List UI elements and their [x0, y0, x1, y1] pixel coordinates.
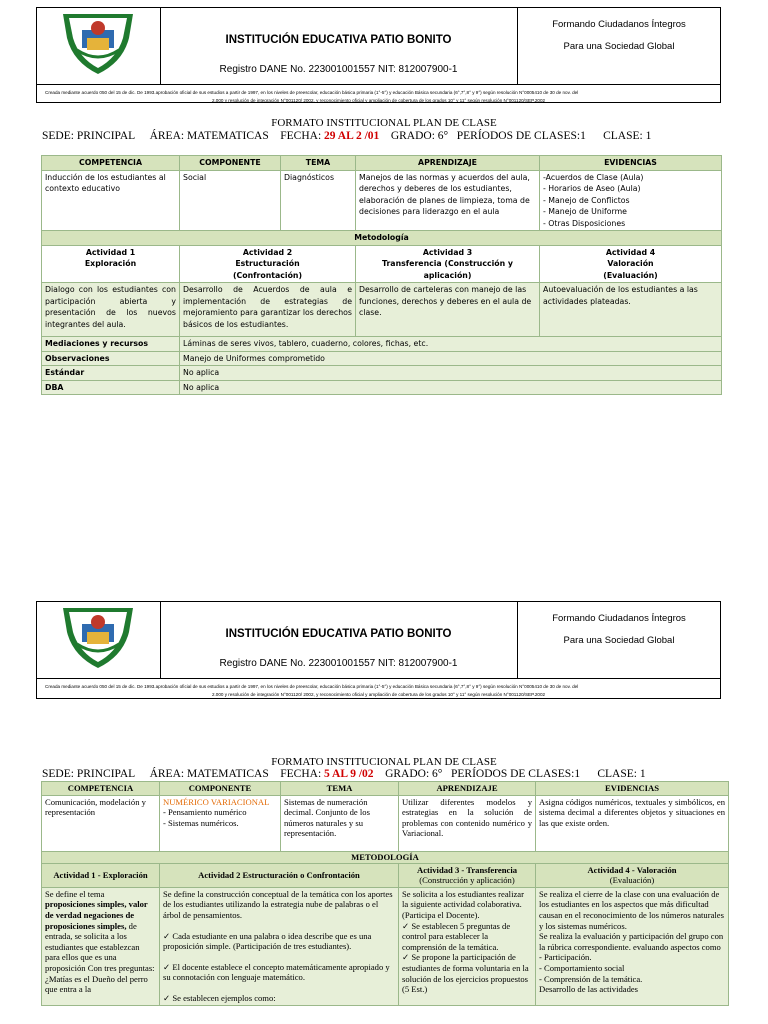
legal-notice [45, 89, 712, 105]
plan1-metodologia-row [42, 231, 722, 246]
plan2-act1-header [42, 863, 160, 887]
evidencia-item: - Manejo de Conflictos [543, 195, 630, 205]
plan1-content-row [42, 170, 722, 231]
act3-paragraph: ✓ Se establecen 5 preguntas de control para establecer la comprensión de la temática. [402, 920, 511, 952]
plan2-content-row [42, 795, 729, 851]
row-value: Láminas de seres vivos, tablero, cuaderno, colores, fichas, etc. [180, 337, 722, 352]
act2-paragraph: ✓ Cada estudiante en una palabra o idea describe que es una proposición simple. (Participación de tres estudiantes). [163, 930, 372, 952]
act4-item: - Comprensión de la temática. [539, 973, 643, 984]
evidencia-item: - Manejo de Uniforme [543, 207, 627, 216]
motto-line-1: Formando Ciudadanos Íntegros [552, 613, 686, 624]
school-crest-logo [37, 602, 160, 678]
row-label: Observaciones [42, 351, 180, 366]
logo-cell [37, 8, 161, 84]
act-subtitle: Exploración [84, 259, 137, 268]
act-title: Actividad 1 - Exploración [53, 869, 148, 880]
plan2-activity-headers [42, 863, 729, 887]
row-label: DBA [42, 380, 180, 395]
col-evidencias: EVIDENCIAS [540, 156, 722, 171]
row-label: Mediaciones y recursos [42, 337, 180, 352]
evidencia-item: - Otras Disposiciones [543, 218, 626, 228]
institution-header-2 [36, 601, 721, 699]
act3-paragraph: ✓ Se propone la participación de estudiantes de forma voluntaria en la solución de los ejercicios propuestos (5 Est.) [402, 952, 529, 995]
act4-paragraph: Se realiza el cierre de la clase con una evaluación de los estudiantes en los aspectos que más dificultad causan en el reconocimiento de los números naturales y los sistemas numéricos. [539, 888, 724, 931]
plan2-sede: SEDE: PRINCIPAL [42, 768, 136, 780]
col-aprendizaje: APRENDIZAJE [399, 782, 536, 796]
legal-notice [45, 683, 712, 699]
plan1-info-line [42, 130, 651, 142]
act-title: Actividad 3 [422, 247, 473, 257]
plan1-table [41, 155, 722, 395]
plan2-header-row [42, 782, 729, 796]
plan2-title: FORMATO INSTITUCIONAL PLAN DE CLASE [271, 756, 497, 768]
plan2-periodos: PERÍODOS DE CLASES:1 [451, 768, 581, 780]
plan1-title: FORMATO INSTITUCIONAL PLAN DE CLASE [271, 117, 497, 129]
institution-name-cell [160, 8, 518, 84]
act-title: Actividad 1 [85, 247, 136, 257]
act-subtitle: (Confrontación) [232, 270, 303, 280]
plan1-metodologia: Metodología [42, 231, 722, 246]
motto-cell [517, 602, 721, 678]
act4-item: - Participación. [539, 952, 592, 963]
plan1-dba-row [42, 380, 722, 395]
motto-line-2: Para una Sociedad Global [563, 635, 675, 646]
motto-line-1: Formando Ciudadanos Íntegros [552, 19, 686, 30]
legal-line-1: Creada mediante acuerdo 050 del 15 de dic. De 1993.aprobación oficial de sus estudios a partir de 1997, en los niveles de preescolar, educación básica primaria (1°-5°) y educación Básica secundaria (6°,7°,8° y 9°) según resolución N°0005410 de 30 de nov. del [45, 90, 579, 95]
plan2-act3 [399, 887, 536, 1005]
dane-registration: Registro DANE No. 223001001557 NIT: 812007900-1 [219, 64, 458, 75]
plan2-table [41, 781, 729, 1006]
act-subtitle: Estructuración [235, 259, 300, 268]
act-subtitle: (Evaluación) [603, 270, 658, 280]
plan1-observaciones-row [42, 351, 722, 366]
evidencia-item: - Horarios de Aseo (Aula) [543, 184, 641, 193]
plan2-act3-header [399, 863, 536, 887]
plan2-metodologia-row [42, 851, 729, 863]
plan1-act3: Desarrollo de carteleras con manejo de las funciones, derechos y deberes en el aula de clase. [356, 283, 540, 337]
institution-name-cell [160, 602, 518, 678]
plan2-activity-content [42, 887, 729, 1005]
plan2-act2-header [160, 863, 399, 887]
header-top-row [37, 8, 720, 85]
plan1-tema: Diagnósticos [281, 170, 356, 231]
plan2-evidencias: Asigna códigos numéricos, textuales y simbólicos, en sistema decimal a diferentes objetos y situaciones en las que existe orden. [536, 795, 729, 851]
plan1-act1: Dialogo con los estudiantes con participación abierta y presentación de los nuevos integrantes del aula. [42, 283, 180, 337]
legal-line-2: 2.000 y resolución de integración N°001120/ 2002, y reconocimiento oficial y ampliación de cobertura de los grados 10° y 11° según resolución N°001120/SEP.2002 [211, 98, 546, 103]
plan1-act4-header [540, 245, 722, 283]
plan1-act3-header [356, 245, 540, 283]
logo-cell [37, 602, 161, 678]
legal-line-1: Creada mediante acuerdo 050 del 15 de dic. De 1993.aprobación oficial de sus estudios a partir de 1997, en los niveles de preescolar, educación básica primaria (1°-5°) y educación Básica secundaria (6°,7°,8° y 9°) según resolución N°0005410 de 30 de nov. del [45, 684, 579, 689]
act4-item: - Comportamiento social [539, 962, 625, 973]
plan1-act1-header [42, 245, 180, 283]
plan1-clase: CLASE: 1 [603, 130, 652, 142]
plan1-sede: SEDE: PRINCIPAL [42, 130, 136, 142]
plan2-act2 [160, 887, 399, 1005]
plan1-fecha-value: 29 AL 2 /01 [324, 130, 380, 142]
dane-registration: Registro DANE No. 223001001557 NIT: 812007900-1 [219, 658, 458, 669]
act3-paragraph: Se solicita a los estudiantes realizar la siguiente actividad colaborativa. (Participa el Docente). [402, 888, 524, 920]
act4-paragraph: Se realiza la evaluación y participación del grupo con la rúbrica correspondiente. evaluando aspectos como [539, 931, 724, 952]
col-componente: COMPONENTE [160, 782, 281, 796]
act2-paragraph: Se define la construcción conceptual de la temática con los aportes de los estudiantes utilizando la estrategia nube de palabras o el árbol de pensamientos. [163, 888, 393, 920]
plan1-activity-headers [42, 245, 722, 283]
header-top-row [37, 602, 720, 679]
col-tema: TEMA [281, 156, 356, 171]
plan2-competencia: Comunicación, modelación y representación [42, 795, 160, 851]
plan1-fecha-label: FECHA: [280, 130, 322, 142]
componente-item: - Pensamiento numérico [163, 807, 247, 818]
plan1-act2: Desarrollo de Acuerdos de aula e implementación de estrategias de mejoramiento para garantizar los derechos básicos de los estudiantes. [180, 283, 356, 337]
plan2-fecha-label: FECHA: [280, 768, 322, 780]
act2-paragraph: ✓ Se establecen ejemplos como: [163, 992, 276, 1003]
col-competencia: COMPETENCIA [42, 782, 160, 796]
motto-line-2: Para una Sociedad Global [563, 41, 675, 52]
plan1-act4: Autoevaluación de los estudiantes a las actividades plateadas. [540, 283, 722, 337]
plan2-info-line [42, 768, 646, 780]
plan2-metodologia: METODOLOGÍA [42, 851, 729, 863]
row-value: Manejo de Uniformes comprometido [180, 351, 722, 366]
plan2-tema: Sistemas de numeración decimal. Conjunto de los números naturales y su representación. [281, 795, 399, 851]
institution-header-1 [36, 7, 721, 103]
plan2-area: ÁREA: MATEMATICAS [149, 768, 269, 780]
plan2-clase: CLASE: 1 [597, 768, 646, 780]
school-crest-logo [37, 8, 160, 84]
act1-rest: de entrada, se solicita a los estudiantes que establezcan para ellos que es una proposición Con tres preguntas: ¿Matías es el Dueño del perro que entra a la [45, 920, 155, 995]
plan1-periodos: PERÍODOS DE CLASES:1 [456, 130, 586, 142]
plan1-aprendizaje: Manejos de las normas y acuerdos del aula, derechos y deberes de los estudiantes, elaboración de planes de limpieza, toma de decisiones para liderazgo en el aula [356, 170, 540, 231]
act2-paragraph: ✓ El docente establece el concepto matemáticamente apropiado y su connotación con lenguaje matemático. [163, 961, 390, 983]
institution-name: INSTITUCIÓN EDUCATIVA PATIO BONITO [225, 34, 452, 46]
plan1-componente: Social [180, 170, 281, 231]
plan1-competencia: Inducción de los estudiantes al contexto educativo [42, 170, 180, 231]
act-title: Actividad 2 Estructuración o Confrontación [198, 869, 360, 880]
plan2-grado: GRADO: 6° [385, 768, 443, 780]
plan1-header-row [42, 156, 722, 171]
row-value: No aplica [180, 380, 722, 395]
plan2-componente [160, 795, 281, 851]
act-subtitle: Transferencia (Construcción y aplicación) [382, 259, 513, 280]
col-aprendizaje: APRENDIZAJE [356, 156, 540, 171]
row-label: Estándar [42, 366, 180, 381]
row-value: No aplica [180, 366, 722, 381]
plan1-act2-header [180, 245, 356, 283]
col-evidencias: EVIDENCIAS [536, 782, 729, 796]
act-title: Actividad 4 [605, 247, 656, 257]
institution-name: INSTITUCIÓN EDUCATIVA PATIO BONITO [225, 628, 452, 640]
act-subtitle: Valoración [607, 259, 654, 268]
act-title: Actividad 4 - Valoración [587, 864, 677, 875]
act-subtitle: (Evaluación) [609, 875, 655, 886]
plan2-fecha-value: 5 AL 9 /02 [324, 768, 374, 780]
act-title: Actividad 2 [242, 247, 293, 257]
plan1-area: ÁREA: MATEMATICAS [149, 130, 269, 142]
componente-item: - Sistemas numéricos. [163, 817, 239, 828]
col-tema: TEMA [281, 782, 399, 796]
plan2-act4-header [536, 863, 729, 887]
plan1-grado: GRADO: 6° [390, 130, 449, 142]
motto-cell [517, 8, 721, 84]
plan2-act4 [536, 887, 729, 1005]
plan1-evidencias [540, 170, 722, 231]
plan1-mediaciones-row [42, 337, 722, 352]
legal-line-2: 2.000 y resolución de integración N°001120/ 2002, y reconocimiento oficial y ampliación de cobertura de los grados 10° y 11° según resolución N°001120/SEP.2002 [211, 692, 546, 697]
plan1-activity-content [42, 283, 722, 337]
act1-intro: Se define el tema [45, 888, 105, 899]
componente-title: NUMÉRICO VARIACIONAL [163, 796, 270, 807]
act4-item: Desarrollo de las actividades [539, 984, 639, 995]
col-competencia: COMPETENCIA [42, 156, 180, 171]
col-componente: COMPONENTE [180, 156, 281, 171]
act1-bold: proposiciones simples, valor de verdad negaciones de proposiciones simples, [45, 899, 148, 931]
act-title: Actividad 3 - Transferencia [416, 864, 517, 875]
plan1-estandar-row [42, 366, 722, 381]
plan2-aprendizaje: Utilizar diferentes modelos y estrategias en la solución de problemas con contenido numérico y Variacional. [399, 795, 536, 851]
plan2-act1 [42, 887, 160, 1005]
evidencia-item: -Acuerdos de Clase (Aula) [543, 172, 644, 182]
act-subtitle: (Construcción y aplicación) [419, 875, 515, 886]
